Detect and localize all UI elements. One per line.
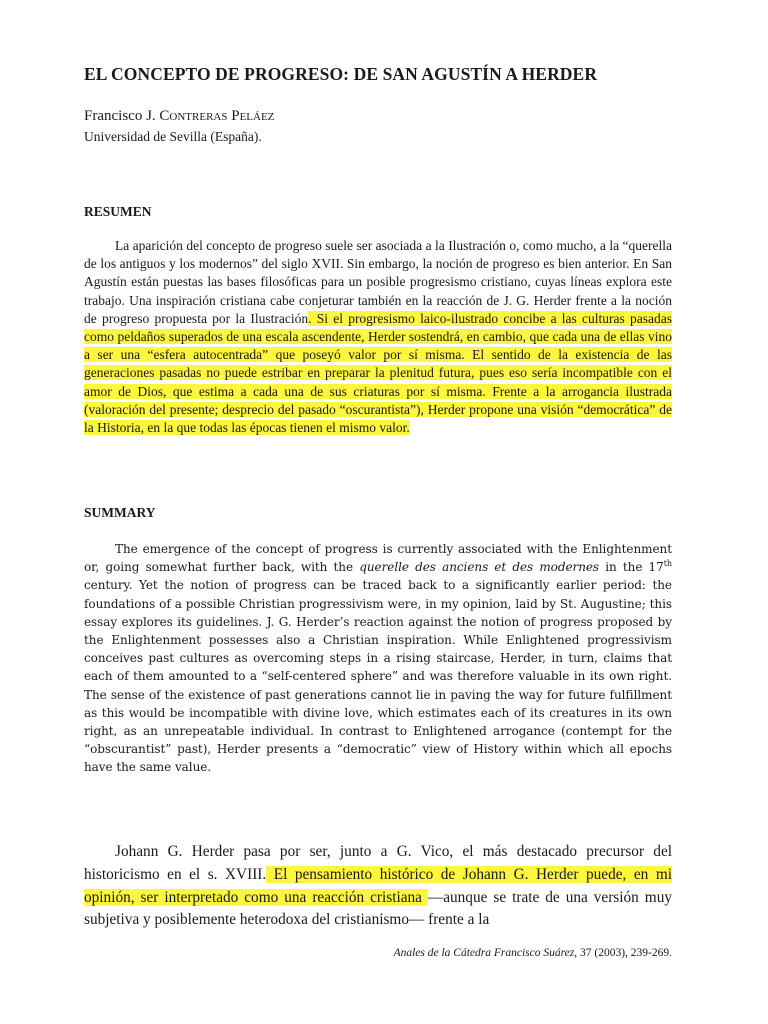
summary-text-part-3: century. Yet the notion of progress can be traced back to a significantly earlier period: the foundations of a possible Christian progressivism were, in my opinion, laid by St. Augustine; this essay explores its guidelines. J. G. Herder’s reaction against the notion of progress proposed by the Enlightenment possesses also a Christian inspiration. While Enlightened progressivism conceives past cultures as overcoming steps in a rising staircase, Herder, in turn, claims that each of them amounted to a “self-centered sphere” and was therefore valuable in its own right. The sense of the existence of past generations cannot lie in paving the way for future fulfillment as this would be incompatible with divine love, which estimates each of its creatures in its own right, as an unrepeatable individual. In contrast to Enlightened arrogance (contempt for the “obscurantist” past), Herder presents a “democratic” view of History within which all epochs have the same value. [84, 578, 672, 775]
summary-superscript: th [663, 559, 673, 569]
journal-citation [394, 947, 672, 959]
journal-name: Anales de la Cátedra Francisco Suárez, [393, 947, 578, 959]
author-name [84, 108, 274, 125]
body-highlighted-text: El pensamiento histórico de Johann G. Herder puede, en mi opinión, ser interpretado como una reacción cristiana [84, 865, 672, 906]
summary-heading: SUMMARY [84, 505, 156, 520]
summary-abstract [84, 540, 672, 777]
author-last-name: Contreras Peláez [159, 108, 275, 124]
summary-italic-text: querelle des anciens et des modernes [359, 560, 600, 575]
body-text-part-2: —aunque se trate de una versión muy subjetiva y posiblemente heterodoxa del cristianismo— frente a la [84, 888, 672, 929]
summary-text-part-1: The emergence of the concept of progress is currently associated with the Enlightenment or, going somewhat further back, with the [84, 542, 672, 575]
resumen-heading: RESUMEN [84, 204, 152, 219]
summary-text-part-2: in the 17 [599, 560, 664, 575]
resumen-text: La aparición del concepto de progreso suele ser asociada a la Ilustración o, como mucho, a la “querella de los antiguos y los modernos” del siglo XVII. Sin embargo, la noción de progreso es bien anterior. En San Agustín están puestas las bases filosóficas para un posible progresismo cristiano, cuyas líneas explora este trabajo. Una inspiración cristiana cabe conjeturar también en la reacción de J. G. Herder frente a la noción de progreso propuesta por la Ilustración [84, 238, 672, 326]
journal-volume-pages: 37 (2003), 239-269. [577, 947, 672, 959]
body-text-part-1: Johann G. Herder pasa por ser, junto a G. Vico, el más destacado precursor del historicismo en el s. XVIII. [84, 843, 672, 883]
author-first-name: Francisco J. [84, 108, 156, 124]
body-paragraph [84, 841, 672, 932]
article-title: EL CONCEPTO DE PROGRESO: DE SAN AGUSTÍN A HERDER [84, 64, 598, 84]
resumen-highlighted-text: . Si el progresismo laico-ilustrado concibe a las culturas pasadas como peldaños superados de una escala ascendente, Herder sostendrá, en cambio, que cada una de ellas vino a ser una “esfera autocentrada” que poseyó valor por sí misma. El sentido de la existencia de las generaciones pasadas no puede estribar en preparar la plenitud futura, pues eso sería incompatible con el amor de Dios, que estima a cada una de sus criaturas por sí misma. Frente a la arrogancia ilustrada (valoración del presente; desprecio del pasado “oscurantista”), Herder propone una visión “democrática” de la Historia, en la que todas las épocas tienen el mismo valor. [84, 310, 672, 436]
resumen-abstract [84, 237, 672, 437]
author-affiliation: Universidad de Sevilla (España). [84, 129, 262, 144]
